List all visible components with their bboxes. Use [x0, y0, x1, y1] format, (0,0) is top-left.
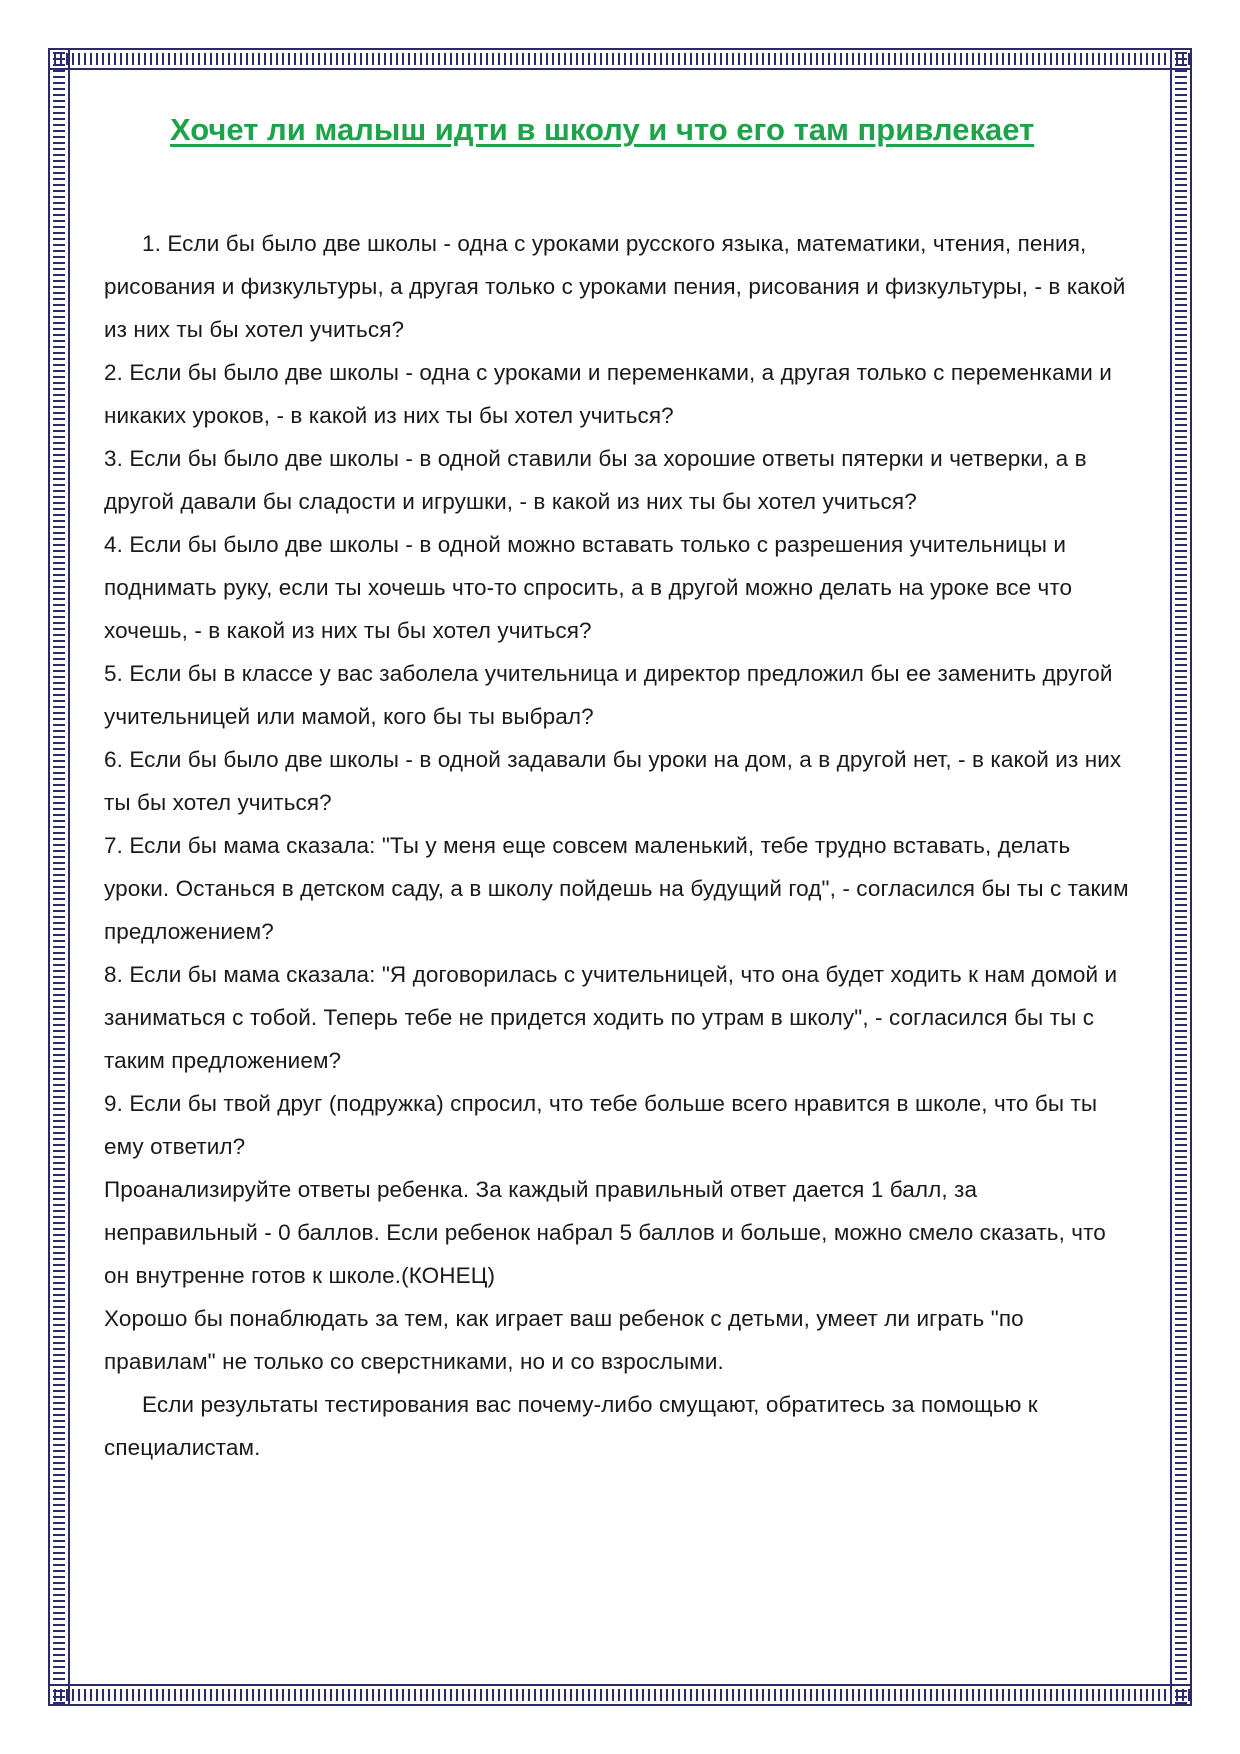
question-7: 7. Если бы мама сказала: "Ты у меня еще совсем маленький, тебе трудно вставать, делать уроки. Останься в детском саду, а в школу пойдешь на будущий год", - согласился бы ты с таким предложением? — [104, 833, 1129, 944]
specialist-advice: Если результаты тестирования вас почему-либо смущают, обратитесь за помощью к специалистам. — [104, 1392, 1038, 1460]
question-9: 9. Если бы твой друг (подружка) спросил, что тебе больше всего нравится в школе, что бы ты ему ответил? — [104, 1091, 1098, 1159]
question-1: 1. Если бы было две школы - одна с уроками русского языка, математики, чтения, пения, рисования и физкультуры, а другая только с уроками пения, рисования и физкультуры, - в какой из них ты бы хотел учиться? — [104, 231, 1126, 342]
border-top — [48, 48, 1192, 70]
question-8: 8. Если бы мама сказала: "Я договорилась с учительницей, что она будет ходить к нам домой и заниматься с тобой. Теперь тебе не придется ходить по утрам в школу", - согласился бы ты с таким предложением? — [104, 962, 1118, 1073]
question-2: 2. Если бы было две школы - одна с уроками и переменками, а другая только с переменками и никаких уроков, - в какой из них ты бы хотел учиться? — [104, 360, 1112, 428]
question-4: 4. Если бы было две школы - в одной можно вставать только с разрешения учительницы и поднимать руку, если ты хочешь что-то спросить, а в другой можно делать на уроке все что хочешь, - в какой из них ты бы хотел учиться? — [104, 532, 1073, 643]
border-right — [1170, 48, 1192, 1706]
scoring-instructions: Проанализируйте ответы ребенка. За каждый правильный ответ дается 1 балл, за неправильный - 0 баллов. Если ребенок набрал 5 баллов и больше, можно смело сказать, что он внутренне готов к школе.(КОНЕЦ) — [104, 1177, 1106, 1288]
border-left — [48, 48, 70, 1706]
page-title: Хочет ли малыш идти в школу и что его там привлекает — [170, 112, 1035, 147]
question-6: 6. Если бы было две школы - в одной задавали бы уроки на дом, а в другой нет, - в какой из них ты бы хотел учиться? — [104, 747, 1122, 815]
question-3: 3. Если бы было две школы - в одной ставили бы за хорошие ответы пятерки и четверки, а в другой давали бы сладости и игрушки, - в какой из них ты бы хотел учиться? — [104, 446, 1087, 514]
document-body — [104, 110, 1134, 1469]
question-5: 5. Если бы в классе у вас заболела учительница и директор предложил бы ее заменить другой учительницей или мамой, кого бы ты выбрал? — [104, 661, 1113, 729]
border-bottom — [48, 1684, 1192, 1706]
observation-advice: Хорошо бы понаблюдать за тем, как играет ваш ребенок с детьми, умеет ли играть "по правилам" не только со сверстниками, но и со взрослыми. — [104, 1306, 1024, 1374]
